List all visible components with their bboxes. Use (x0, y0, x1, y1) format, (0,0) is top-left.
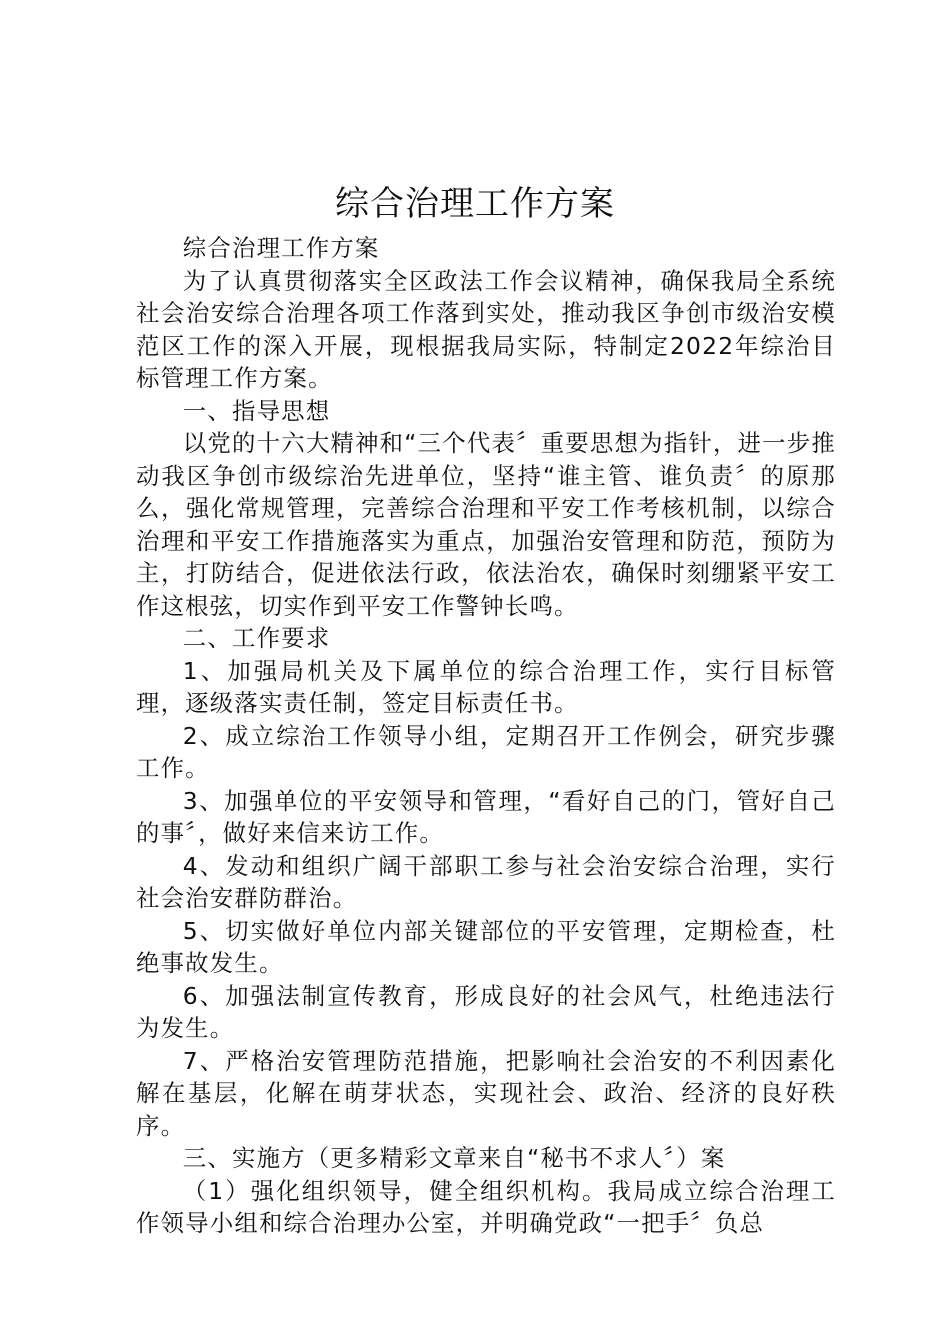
list-item: 6、加强法制宣传教育，形成良好的社会风气，杜绝违法行为发生。 (136, 981, 836, 1042)
list-item: 4、发动和组织广阔干部职工参与社会治安综合治理，实行社会治安群防群治。 (136, 851, 836, 912)
list-item: 3、加强单位的平安领导和管理，“看好自己的门，管好自己的事〞，做好来信来访工作。 (136, 786, 836, 847)
list-item: 1、加强局机关及下属单位的综合治理工作，实行目标管理，逐级落实责任制，签定目标责任书。 (136, 656, 836, 717)
document-title: 综合治理工作方案 (335, 184, 615, 224)
paragraph: 以党的十六大精神和“三个代表〞重要思想为指针，进一步推动我区争创市级综治先进单位，坚持“谁主管、谁负责〞的原那么，强化常规管理，完善综合治理和平安工作考核机制，以综合治理和平安工作措施落实为重点，加强治安管理和防范，预防为主，打防结合，促进依法行政，依法治农，确保时刻绷紧平安工作这根弦，切实作到平安工作警钟长鸣。 (136, 429, 836, 620)
paragraph: 综合治理工作方案 (182, 234, 380, 262)
section-heading: 三、实施方（更多精彩文章来自“秘书不求人〞）案 (182, 1144, 726, 1172)
list-item: 2、成立综治工作领导小组，定期召开工作例会，研究步骤工作。 (136, 721, 836, 782)
paragraph: 为了认真贯彻落实全区政法工作会议精神，确保我局全系统社会治安综合治理各项工作落到实处，推动我区争创市级治安模范区工作的深入开展，现根据我局实际，特制定2022年综治目标管理工作方案。 (136, 266, 836, 392)
list-item: 5、切实做好单位内部关键部位的平安管理，定期检查，杜绝事故发生。 (136, 916, 836, 977)
section-heading: 二、工作要求 (182, 624, 331, 652)
section-heading: 一、指导思想 (182, 396, 331, 425)
paragraph: （1）强化组织领导，健全组织机构。我局成立综合治理工作领导小组和综合治理办公室，并明确党政“一把手〞负总 (136, 1176, 836, 1237)
document-body (136, 232, 836, 1240)
list-item: 7、严格治安管理防范措施，把影响社会治安的不利因素化解在基层，化解在萌芽状态，实现社会、政治、经济的良好秩序。 (136, 1046, 836, 1140)
